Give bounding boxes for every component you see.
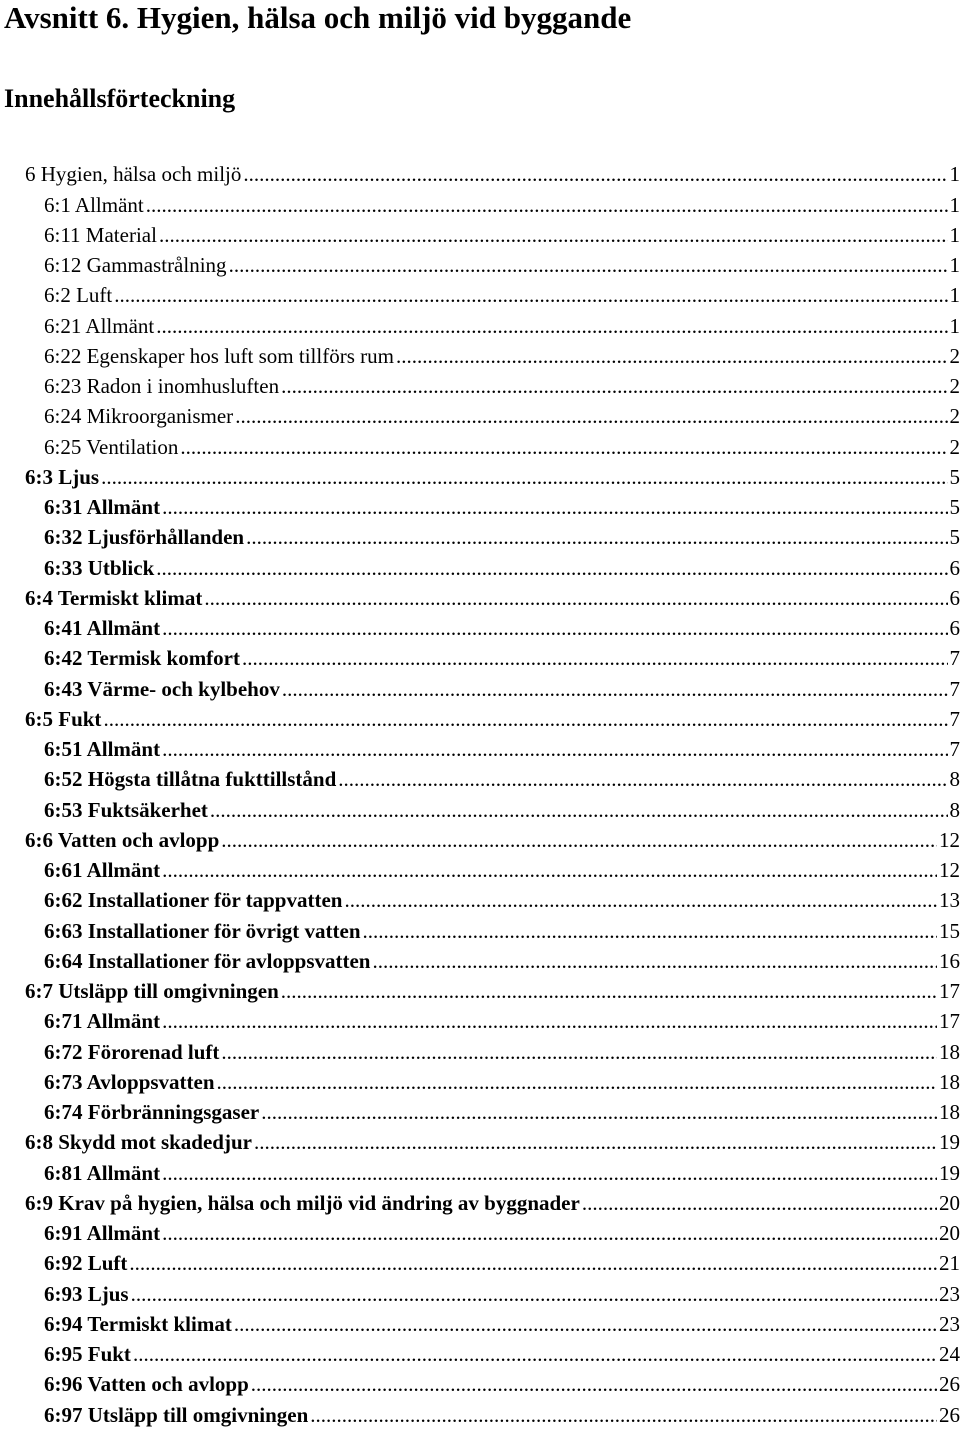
toc-page-number[interactable]: 7 — [949, 676, 960, 701]
toc-dot-leader — [251, 1372, 937, 1396]
toc-entry-label[interactable]: 6:7 Utsläpp till omgivningen — [25, 979, 279, 1003]
toc-entry[interactable] — [0, 1033, 960, 1063]
toc-page-number[interactable]: 5 — [949, 525, 960, 550]
toc-dot-leader — [396, 344, 948, 368]
toc-entry[interactable] — [0, 1215, 960, 1245]
toc-page-number[interactable]: 6 — [949, 585, 960, 610]
toc-entry-label[interactable]: 6:31 Allmänt — [44, 495, 161, 519]
toc-page-number[interactable]: 1 — [949, 222, 960, 247]
toc-entry-label[interactable]: 6:73 Avloppsvatten — [44, 1069, 215, 1094]
toc-entry[interactable] — [0, 1124, 960, 1154]
toc-entry-label[interactable]: 6:74 Förbränningsgaser — [44, 1100, 260, 1124]
toc-page-number[interactable]: 17 — [939, 1009, 960, 1034]
toc-dot-leader — [246, 525, 947, 549]
toc-entry[interactable] — [0, 428, 960, 458]
toc-entry[interactable] — [0, 1154, 960, 1184]
toc-entry[interactable] — [0, 1003, 960, 1033]
toc-dot-leader — [221, 828, 937, 852]
toc-dot-leader — [146, 193, 948, 217]
toc-entry[interactable] — [0, 852, 960, 882]
toc-entry-label[interactable]: 6:43 Värme- och kylbehov — [44, 676, 280, 701]
toc-dot-leader — [129, 1251, 937, 1275]
toc-entry[interactable] — [0, 247, 960, 277]
toc-entry[interactable] — [0, 307, 960, 337]
toc-page-number[interactable]: 1 — [949, 283, 960, 308]
toc-entry[interactable] — [0, 670, 960, 700]
toc-page-number[interactable]: 2 — [949, 434, 960, 459]
toc-page-number[interactable]: 1 — [949, 253, 960, 277]
toc-dot-leader — [210, 798, 948, 822]
toc-entry-label[interactable]: 6:96 Vatten och avlopp — [44, 1372, 249, 1397]
toc-entry-label[interactable]: 6:21 Allmänt — [44, 313, 155, 338]
toc-dot-leader — [156, 556, 947, 580]
toc-entry-label[interactable]: 6:12 Gammastrålning — [44, 253, 227, 277]
toc-entry-label[interactable]: 6:63 Installationer för övrigt vatten — [44, 918, 361, 943]
toc-page-number[interactable]: 20 — [939, 1221, 960, 1245]
toc-entry-label[interactable]: 6:53 Fuktsäkerhet — [44, 797, 208, 822]
toc-entry[interactable] — [0, 459, 960, 489]
toc-dot-leader — [162, 616, 947, 640]
toc-entry[interactable] — [0, 610, 960, 640]
toc-dot-leader — [221, 1040, 937, 1064]
toc-dot-leader — [310, 1403, 937, 1427]
toc-entry-label[interactable]: 6:4 Termiskt klimat — [25, 585, 203, 610]
toc-entry-label[interactable]: 6 Hygien, hälsa och miljö — [25, 162, 242, 187]
toc-entry-label[interactable]: 6:42 Termisk komfort — [44, 646, 240, 671]
toc-page-number[interactable]: 17 — [939, 979, 960, 1003]
toc-entry-label[interactable]: 6:1 Allmänt — [44, 192, 144, 217]
toc-dot-leader — [344, 888, 937, 912]
toc-entry[interactable] — [0, 338, 960, 368]
toc-dot-leader — [261, 1100, 937, 1124]
toc-dot-leader — [281, 979, 937, 1003]
toc-entry[interactable] — [0, 822, 960, 852]
toc-dot-leader — [242, 646, 948, 670]
toc-entry-label[interactable]: 6:62 Installationer för tappvatten — [44, 888, 343, 913]
toc-entry-label[interactable]: 6:72 Förorenad luft — [44, 1039, 220, 1064]
toc-dot-leader — [162, 1161, 937, 1185]
toc-page-number[interactable]: 16 — [939, 948, 960, 973]
toc-dot-leader — [235, 404, 947, 428]
toc-entry[interactable] — [0, 519, 960, 549]
toc-page-number[interactable]: 26 — [939, 1402, 960, 1427]
toc-page-number[interactable]: 1 — [949, 162, 960, 187]
toc-page-number[interactable]: 7 — [949, 706, 960, 731]
toc-entry-label[interactable]: 6:51 Allmänt — [44, 737, 161, 761]
toc-entry-label[interactable]: 6:5 Fukt — [25, 706, 102, 731]
toc-page-number[interactable]: 7 — [949, 646, 960, 671]
toc-dot-leader — [234, 1312, 937, 1336]
toc-entry[interactable] — [0, 912, 960, 942]
toc-entry[interactable] — [0, 943, 960, 973]
toc-entry[interactable] — [0, 701, 960, 731]
toc-dot-leader — [229, 253, 948, 277]
toc-dot-leader — [281, 374, 947, 398]
toc-dot-leader — [162, 858, 937, 882]
toc-entry[interactable] — [0, 1245, 960, 1275]
toc-page-number[interactable]: 1 — [949, 192, 960, 217]
toc-entry-label[interactable]: 6:9 Krav på hygien, hälsa och miljö vid ändring av byggnader — [25, 1190, 580, 1215]
toc-entry[interactable] — [0, 217, 960, 247]
toc-dot-leader — [114, 283, 947, 307]
toc-page-number[interactable]: 5 — [949, 464, 960, 489]
toc-entry[interactable] — [0, 973, 960, 1003]
toc-entry[interactable] — [0, 549, 960, 579]
toc-entry[interactable] — [0, 1275, 960, 1305]
toc-entry-label[interactable]: 6:92 Luft — [44, 1251, 128, 1276]
toc-dot-leader — [217, 1070, 937, 1094]
toc-entry-label[interactable]: 6:93 Ljus — [44, 1281, 129, 1306]
toc-entry[interactable] — [0, 761, 960, 791]
toc-dot-leader — [243, 162, 947, 186]
toc-entry[interactable] — [0, 368, 960, 398]
toc-page-number[interactable]: 2 — [949, 343, 960, 368]
toc-page-number[interactable]: 18 — [939, 1069, 960, 1094]
toc-entry[interactable] — [0, 1094, 960, 1124]
toc-dot-leader — [103, 707, 947, 731]
toc-dot-leader — [162, 737, 947, 761]
toc-heading: Innehållsförteckning — [4, 84, 236, 113]
toc-entry[interactable] — [0, 398, 960, 428]
toc-dot-leader — [133, 1342, 937, 1366]
toc-page-number[interactable]: 13 — [939, 888, 960, 913]
toc-entry[interactable] — [0, 186, 960, 216]
toc-entry-label[interactable]: 6:52 Högsta tillåtna fukttillstånd — [44, 767, 337, 792]
toc-dot-leader — [131, 1282, 937, 1306]
toc-dot-leader — [101, 465, 947, 489]
toc-page-number[interactable]: 1 — [949, 313, 960, 338]
toc-page-number[interactable]: 12 — [939, 827, 960, 852]
toc-dot-leader — [162, 1221, 937, 1245]
toc-dot-leader — [159, 223, 948, 247]
toc-page-number[interactable]: 21 — [939, 1251, 960, 1276]
toc-entry-label[interactable]: 6:32 Ljusförhållanden — [44, 525, 245, 550]
toc-dot-leader — [282, 677, 948, 701]
toc-entry[interactable] — [0, 489, 960, 519]
toc-entry-label[interactable]: 6:71 Allmänt — [44, 1009, 161, 1034]
toc-page-number[interactable]: 6 — [949, 616, 960, 640]
toc-entry-label[interactable]: 6:23 Radon i inomhusluften — [44, 374, 280, 398]
toc-entry-label[interactable]: 6:22 Egenskaper hos luft som tillförs rum — [44, 343, 394, 368]
toc-page-number[interactable]: 19 — [939, 1160, 960, 1185]
toc-entry-label[interactable]: 6:41 Allmänt — [44, 616, 161, 640]
toc-page-number[interactable]: 8 — [949, 797, 960, 822]
toc-page-number[interactable]: 24 — [939, 1342, 960, 1366]
toc-entry[interactable] — [0, 1306, 960, 1336]
toc-dot-leader — [372, 949, 937, 973]
toc-dot-leader — [162, 495, 947, 519]
toc-page-number[interactable]: 19 — [939, 1130, 960, 1155]
toc-dot-leader — [180, 435, 947, 459]
toc-dot-leader — [254, 1130, 937, 1154]
toc-entry[interactable] — [0, 882, 960, 912]
toc-page-number[interactable]: 23 — [939, 1281, 960, 1306]
toc-entry-label[interactable]: 6:95 Fukt — [44, 1342, 131, 1366]
toc-entry[interactable] — [0, 277, 960, 307]
toc-entry-label[interactable]: 6:3 Ljus — [25, 464, 100, 489]
toc-entry-label[interactable]: 6:64 Installationer för avloppsvatten — [44, 948, 371, 973]
document-title: Avsnitt 6. Hygien, hälsa och miljö vid byggande — [4, 0, 632, 35]
toc-dot-leader — [363, 919, 937, 943]
toc-entry-label[interactable]: 6:11 Material — [44, 222, 157, 247]
toc-entry[interactable] — [0, 1064, 960, 1094]
toc-entry-label[interactable]: 6:24 Mikroorganismer — [44, 404, 234, 429]
toc-entry-label[interactable]: 6:91 Allmänt — [44, 1221, 161, 1245]
toc-dot-leader — [156, 314, 947, 338]
toc-entry-label[interactable]: 6:33 Utblick — [44, 555, 155, 580]
toc-entry-label[interactable]: 6:94 Termiskt klimat — [44, 1311, 232, 1336]
toc-entry-label[interactable]: 6:81 Allmänt — [44, 1160, 161, 1185]
toc-page-number[interactable]: 18 — [939, 1100, 960, 1124]
toc-page-number[interactable]: 6 — [949, 555, 960, 580]
toc-page-number[interactable]: 7 — [949, 737, 960, 761]
toc-entry[interactable] — [0, 731, 960, 761]
toc-page-number[interactable]: 20 — [939, 1190, 960, 1215]
toc-page-number[interactable]: 18 — [939, 1039, 960, 1064]
toc-page-number[interactable]: 2 — [949, 374, 960, 398]
toc-page-number[interactable]: 23 — [939, 1311, 960, 1336]
toc-entry-label[interactable]: 6:25 Ventilation — [44, 434, 179, 459]
toc-dot-leader — [582, 1191, 937, 1215]
toc-entry-label[interactable]: 6:2 Luft — [44, 283, 113, 308]
toc-entry[interactable] — [0, 1185, 960, 1215]
toc-dot-leader — [162, 1009, 937, 1033]
toc-entry[interactable] — [0, 640, 960, 670]
toc-entry-label[interactable]: 6:61 Allmänt — [44, 858, 161, 882]
toc-entry[interactable] — [0, 1336, 960, 1366]
toc-page-number[interactable]: 8 — [949, 767, 960, 792]
toc-entry[interactable] — [0, 1396, 960, 1426]
toc-entry-label[interactable]: 6:8 Skydd mot skadedjur — [25, 1130, 252, 1155]
toc-entry[interactable] — [0, 1366, 960, 1396]
toc-page-number[interactable]: 12 — [939, 858, 960, 882]
toc-entry[interactable] — [0, 580, 960, 610]
toc-entry[interactable] — [0, 791, 960, 821]
toc-page-number[interactable]: 2 — [949, 404, 960, 429]
toc-page-number[interactable]: 5 — [949, 495, 960, 519]
toc-entry[interactable] — [0, 156, 960, 186]
toc-dot-leader — [338, 767, 947, 791]
toc-dot-leader — [204, 586, 947, 610]
toc-page-number[interactable]: 26 — [939, 1372, 960, 1397]
toc-entry-label[interactable]: 6:6 Vatten och avlopp — [25, 827, 220, 852]
toc-entry-label[interactable]: 6:97 Utsläpp till omgivningen — [44, 1402, 309, 1427]
toc-page-number[interactable]: 15 — [939, 918, 960, 943]
